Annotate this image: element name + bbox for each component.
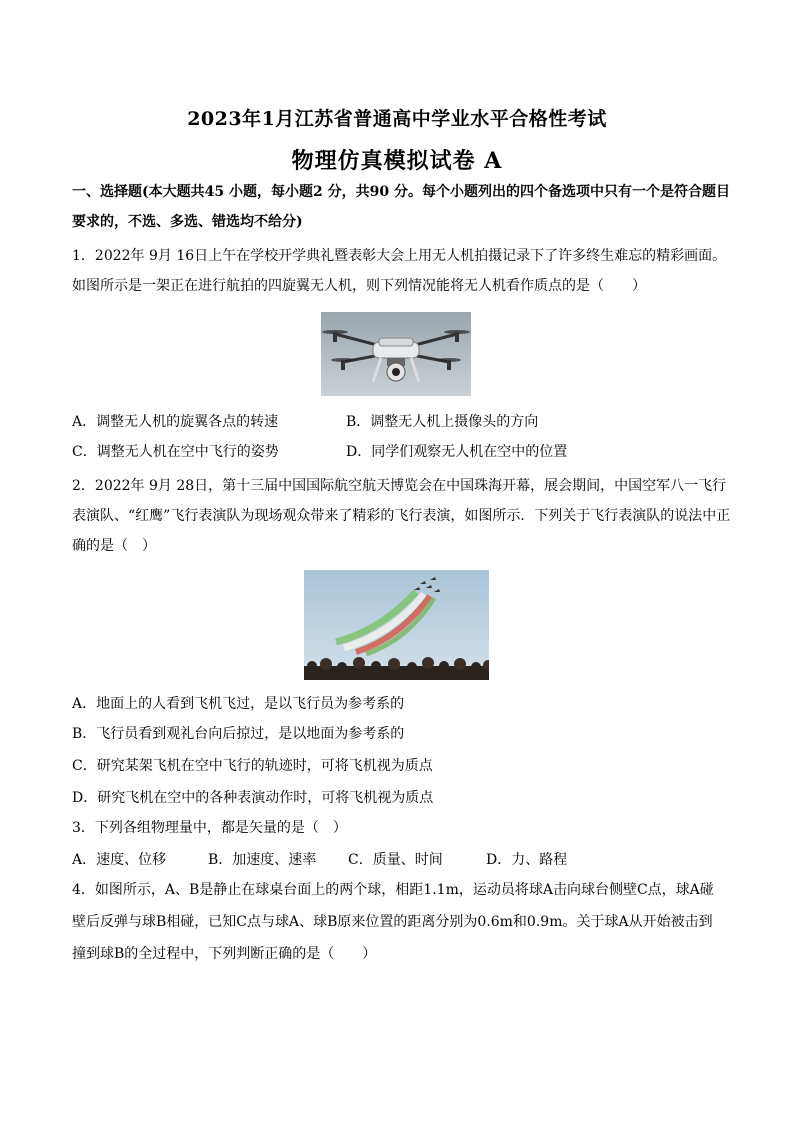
q3-option-b: B．加速度、速率 — [208, 852, 317, 868]
q2-stem-line-3: 确的是（ ） — [72, 538, 156, 554]
q4-stem-line-2: 壁后反弹与球B相碰，已知C点与球A、球B原来位置的距离分别为0.6m和0.9m。关于球A从开始被击到 — [72, 914, 713, 930]
q3-stem-line-1: 3．下列各组物理量中，都是矢量的是（ ） — [72, 820, 347, 836]
q1-option-a: A．调整无人机的旋翼各点的转速 — [72, 414, 279, 430]
q2-option-a: A．地面上的人看到飞机飞过，是以飞行员为参考系的 — [72, 696, 405, 712]
exam-subtitle: 物理仿真模拟试卷 A — [291, 148, 503, 174]
q2-stem-line-2: 表演队、“红鹰”飞行表演队为现场观众带来了精彩的飞行表演，如图所示．下列关于飞行表演队的说法中正 — [72, 508, 731, 524]
q2-stem-line-1: 2．2022年 9月 28日，第十三届中国国际航空航天博览会在中国珠海开幕，展会期间，中国空军八一飞行 — [72, 478, 727, 494]
q4-stem-line-1: 4．如图所示，A、B是静止在球桌台面上的两个球，相距1.1m，运动员将球A击向球台侧壁C点，球A碰 — [72, 882, 714, 898]
q2-option-b: B．飞行员看到观礼台向后掠过，是以地面为参考系的 — [72, 726, 405, 742]
q2-option-c: C．研究某架飞机在空中飞行的轨迹时，可将飞机视为质点 — [72, 758, 433, 774]
q3-option-d: D．力、路程 — [486, 852, 568, 868]
q1-option-d: D．同学们观察无人机在空中的位置 — [346, 444, 568, 460]
drone-image — [321, 312, 471, 396]
q1-option-b: B．调整无人机上摄像头的方向 — [346, 414, 539, 430]
q2-option-d: D．研究飞机在空中的各种表演动作时，可将飞机视为质点 — [72, 790, 434, 806]
q1-stem-line-2: 如图所示是一架正在进行航拍的四旋翼无人机，则下列情况能将无人机看作质点的是（ ） — [72, 278, 646, 294]
q3-option-a: A．速度、位移 — [72, 852, 167, 868]
airshow-image — [304, 570, 489, 680]
section-heading-line-1: 一、选择题(本大题共45 小题，每小题2 分，共90 分。每个小题列出的四个备选项中只有一个是符合题目 — [72, 184, 730, 200]
q4-stem-line-3: 撞到球B的全过程中，下列判断正确的是（ ） — [72, 946, 377, 962]
q3-option-c: C．质量、时间 — [348, 852, 443, 868]
q1-stem-line-1: 1．2022年 9月 16日上午在学校开学典礼暨表彰大会上用无人机拍摄记录下了许多终生难忘的精彩画面。 — [72, 248, 727, 264]
q1-option-c: C．调整无人机在空中飞行的姿势 — [72, 444, 279, 460]
exam-title: 2023年1月江苏省普通高中学业水平合格性考试 — [187, 108, 607, 130]
section-heading-line-2: 要求的，不选、多选、错选均不给分) — [72, 214, 303, 230]
